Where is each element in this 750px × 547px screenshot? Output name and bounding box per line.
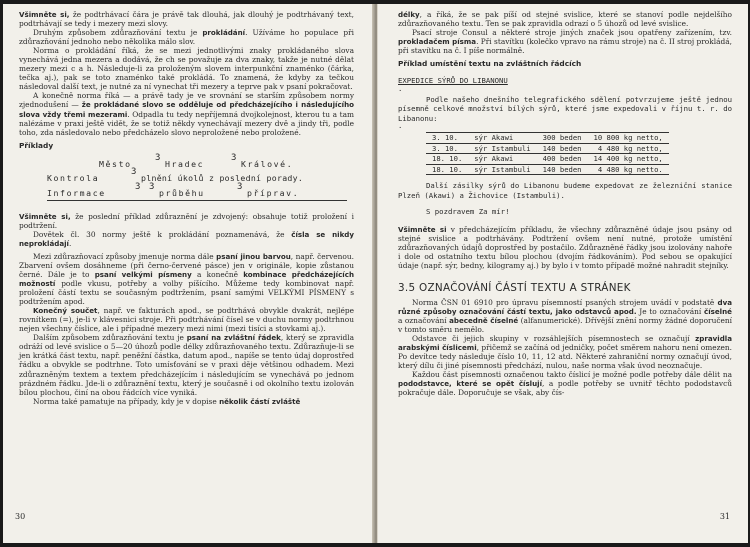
shipment-date: 18. 10. bbox=[426, 154, 468, 165]
letter-subject: EXPEDICE SÝRŮ DO LIBANONU bbox=[398, 76, 508, 86]
para-paragraphs: Odstavce či jejich skupiny v rozsáhlejších písemnostech se označují zpravidla arabskými číslicemi, přičemž se začíná od jedničky, počet směrem nahoru není omezen. Po devítce tedy následuje číslo 10, 11, 12 atd. Některé zahraniční normy označují úvod, který dílu či jiné písemnosti předchází, nulou, naše norma však úvod neoznačuje. bbox=[398, 333, 732, 371]
spacing-mark: 3 bbox=[231, 152, 237, 163]
shipment-qty: 400 beden bbox=[537, 154, 588, 165]
example-word: Město bbox=[99, 158, 132, 169]
shipment-weight: 4 480 kg netto. bbox=[588, 164, 669, 175]
shipment-item: sýr Akawi bbox=[468, 154, 536, 165]
shipment-row bbox=[426, 143, 669, 154]
letter-para-1: Podle našeho dnešního telegrafického sdělení potvrzujeme ještě jednou písemně celkové množství bílých sýrů, které jsme expedovali v říjnu t. r. do Libanonu: bbox=[398, 94, 732, 123]
shipment-qty: 140 beden bbox=[537, 164, 588, 175]
page-number-right: 31 bbox=[719, 512, 730, 521]
example-word: příprav. bbox=[247, 187, 300, 198]
letter-dot: · bbox=[398, 85, 403, 95]
note-doubled: Všimněte si, že poslední příklad zdůraznění je zdvojený: obsahuje totiž proložení i podtržení. bbox=[19, 211, 355, 230]
spacing-mark: 3 bbox=[149, 181, 155, 192]
para-colors: Mezi zdůrazňovací způsoby jmenuje norma dále psaní jinou barvou, např. červenou. Zbarvení ovšem dosáhneme (při černo-červené pásce) jen v originále, kopie zůstanou černé. Dále je to psaní velkými písmeny a konečně kombinace předcházejících možností podle vkusu, potřeby a volby píšícího. Můžeme tedy kombinovat např. proložení částí textu se současným podtržením, psaní samými VELKÝMI PÍSMENY s podtržením apod. bbox=[19, 251, 354, 307]
shipment-item: sýr Istambuli bbox=[468, 143, 536, 154]
example-word: plnění úkolů z poslední porady. bbox=[141, 172, 304, 183]
note-numbers: Dovětek čl. 30 normy ještě k prokládání poznamenává, že čísla se nikdy neprokládají. bbox=[19, 229, 355, 248]
right-page bbox=[377, 4, 748, 543]
intro-para-4: A konečně norma říká — a právě tady je ve srovnání se starším způsobem normy zjednodušení — že prokládané slovo se odděluje od předcházejícího i následujícího slova vždy třemi mezerami. Odpadla tu tedy nepříjemná dvojkolejnost, kterou tu a tam nalézáme v praxi ještě vidět, že se totiž někdy vynechávají mezery dvě a jindy tři, podle toho, zda následovalo nebo předcházelo slovo neproložené nebo proložené. bbox=[19, 91, 355, 137]
top-para: délky, a říká, že se pak píší od stejné svislice, které se stanoví podle nejdelšího zdůrazňovaného textu. Ten se pak zpravidla odrazí o 5 úhozů od levé svislice. bbox=[398, 10, 732, 29]
shipment-item: sýr Istambuli bbox=[468, 164, 536, 175]
para-consul: Psací stroje Consul a některé stroje jiných značek jsou opatřeny zařízením, tzv. prokladačem písma. Při stavítku (kolečko vpravo na rámu stroje) na č. II stroj prokládá, při stavítku na č. I píše normálně. bbox=[398, 28, 732, 56]
shipment-item: sýr Akawi bbox=[468, 132, 536, 143]
letter-greeting: S pozdravem Za mír! bbox=[426, 207, 510, 217]
example-word: Kontrola bbox=[47, 172, 100, 183]
para-separate-line: Dalším způsobem zdůrazňování textu je psaní na zvláštní řádek, který se zpravidla odráží od levé svislice o 5—20 úhozů podle délky zdůrazňovaného textu. Zdůrazňuje-li se jen krátká část textu, např. peněžní částka, datum apod., napíše se tento údaj doprostřed řádku a obvykle se podtrhne. Toto umísťování se v praxi děje většinou odhadem. Mezi zdůrazněným textem a textem předcházejícím i následujícím se vynechává po jednom prázdném řádku. Jde-li o zdůraznění textu, který je současně i od okolního textu izolován bílou plochou, činí na obou řádcích více vyniká. bbox=[19, 333, 354, 397]
shipment-qty: 300 beden bbox=[537, 132, 588, 143]
para-total-sum: Konečný součet, např. ve fakturách apod., se podtrhává obvykle dvakrát, nejlépe rovnítkem (=), je-li v klávesnici stroje. Při podtrhávání čísel se v duchu normy podtrhnou nejen všechny číslice, ale i případné mezery mezi nimi (mezi tisíci a stovkami aj.). bbox=[19, 306, 354, 334]
spacing-mark: 3 bbox=[155, 152, 161, 163]
shipment-row bbox=[426, 132, 669, 143]
example-underline bbox=[47, 200, 347, 201]
shipment-table bbox=[426, 132, 669, 175]
right-page-text bbox=[398, 10, 732, 397]
shipment-qty: 140 beden bbox=[537, 143, 588, 154]
spacing-example bbox=[19, 152, 354, 206]
shipment-date: 3. 10. bbox=[426, 143, 468, 154]
intro-para-3: Norma o prokládání říká, že se mezi jednotlivými znaky prokládaného slova vynechává jedna mezera a dodává, že ch se považuje za dva znaky, takže je nutné dělat mezery mezi c a h. Následuje-li za proloženým slovem interpunkční znaménko (čárka, tečka aj.), pak se toto znaménko také prokládá. To znamená, že kdyby za tečkou následoval další text, je nutné za ní vynechat tři mezery a teprve pak v psaní pokračovat. bbox=[19, 46, 354, 92]
para-subparagraphs: Každou část písemnosti označenou takto číslicí je možné podle potřeby dále dělit na pododstavce, které se opět číslují, a podle potřeby se uvnitř těchto pododstavců pokračuje dále. Doporučuje se však, aby čís- bbox=[398, 370, 732, 398]
shipment-row bbox=[426, 154, 669, 165]
letter-example bbox=[398, 76, 732, 216]
page-number-left: 30 bbox=[15, 512, 26, 521]
example-word: průběhu bbox=[159, 187, 205, 198]
example-word: Králové. bbox=[241, 158, 294, 169]
note-para: Všimněte si v předcházejícím příkladu, že všechny zdůrazněné údaje jsou psány od stejné svislice a podtrhávány. Podtržení ovšem není nutné, protože umístění zdůrazňovaných údajů doprostřed by postačilo. Zdůrazněné řádky jsou izolovány nahoře i dole od ostatního textu bílou plochou (dvojím řádkováním). Pod sebou se opakující údaje (např. sýr, bedny, kilogramy aj.) by bylo i v tomto případě možné nahradit stejníky. bbox=[398, 224, 732, 270]
shipment-date: 3. 10. bbox=[426, 132, 468, 143]
shipment-weight: 10 800 kg netto, bbox=[588, 132, 669, 143]
left-page bbox=[3, 4, 376, 543]
shipment-date: 18. 10. bbox=[426, 164, 468, 175]
letter-para-2: Další zásilky sýrů do Libanonu budeme expedovat ze železniční stanice Plzeň (Akawi) a Žichovice (Istambuli). bbox=[398, 181, 732, 200]
para-last: Norma také pamatuje na případy, kdy je v dopise několik částí zvláště bbox=[33, 396, 301, 406]
spacing-mark: 3 bbox=[131, 166, 137, 177]
shipment-row bbox=[426, 164, 669, 175]
example-word: Informace bbox=[47, 187, 106, 198]
intro-para-2: Druhým způsobem zdůrazňování textu je prokládání. Užíváme ho populace při zdůrazňování jednoho nebo několika málo slov. bbox=[19, 28, 354, 47]
section-heading: 3.5 OZNAČOVÁNÍ ČÁSTÍ TEXTU A STRÁNEK bbox=[398, 281, 631, 294]
example-heading: Příklad umístění textu na zvláštních řádcích bbox=[398, 59, 582, 69]
example-word: Hradec bbox=[165, 158, 205, 169]
examples-title: Příklady bbox=[19, 140, 54, 150]
spacing-mark: 3 bbox=[237, 181, 243, 192]
letter-dot: · bbox=[398, 122, 403, 132]
spacing-mark: 3 bbox=[135, 181, 141, 192]
shipment-weight: 4 480 kg netto, bbox=[588, 143, 669, 154]
para-csn: Norma ČSN 01 6910 pro úpravu písemností psaných strojem uvádí v podstatě dva různé způsoby označování částí textu, jako odstavců apod. Je to označování číselné a označování abecedně číselné (alfanumerické). Dřívější znění normy žádné doporučení v tomto směru nemělo. bbox=[398, 297, 732, 334]
left-page-text bbox=[19, 10, 354, 406]
intro-para-1: Všimněte si, že podtrhávací čára je právě tak dlouhá, jak dlouhý je podtrhávaný text, podtrhávají se tedy i mezery mezi slovy. bbox=[19, 10, 354, 29]
shipment-weight: 14 400 kg netto, bbox=[588, 154, 669, 165]
